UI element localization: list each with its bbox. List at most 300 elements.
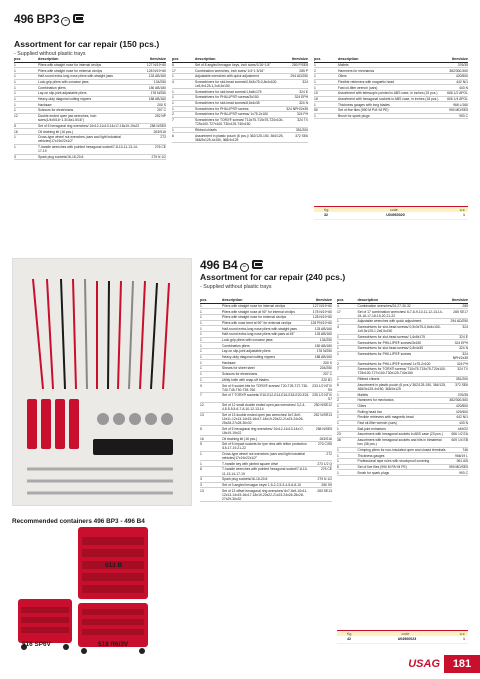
- row-size: 449/22: [448, 426, 469, 432]
- b4-table-col2: [337, 298, 468, 476]
- containers-heading: Recommended containers 496 BP3 - 496 B4: [12, 518, 145, 525]
- b4-table-2: [337, 298, 468, 476]
- row-size: 746: [448, 447, 469, 453]
- row-description: Set of 5 impact sockets for tyre rims with teflon protection /15-17-19-21-22: [222, 441, 310, 451]
- b4-code-heading: [200, 258, 263, 272]
- row-pcs: 7: [172, 117, 195, 127]
- row-size: 150 AB/180: [310, 343, 332, 349]
- row-description: Pliers with straight nose for external circlips: [222, 314, 310, 320]
- row-pcs: 10: [314, 91, 338, 97]
- row-description: Ribbed chisels: [195, 127, 285, 133]
- row-pcs: 1: [14, 102, 38, 108]
- row-size: 178 N/250: [142, 91, 166, 97]
- row-pcs: 1: [337, 420, 358, 426]
- row-size: 178 N/19÷60: [310, 309, 332, 315]
- brand-logo: USAG: [408, 658, 440, 670]
- row-description: Cross-type wheel nut wrenches (cars and light industrial vehicles)17x19x22x1/2": [222, 451, 310, 461]
- row-pcs: 12: [200, 402, 222, 412]
- bp3-code-box: [314, 206, 468, 220]
- row-size: 990 MD/SE5: [449, 464, 468, 469]
- table-row: [14, 144, 166, 154]
- row-size: 258 N/SE5: [310, 426, 332, 436]
- row-description: Thickness gauges with long blades: [338, 102, 444, 108]
- row-description: Combination wrenches, inch sizes/ 1/4÷1 5/16": [195, 68, 285, 74]
- b4-code: 496 B4: [200, 258, 238, 272]
- row-pcs: 7: [337, 367, 358, 377]
- row-size: 443 N: [448, 420, 469, 426]
- row-pcs: 2: [337, 398, 358, 404]
- row-pcs: 1: [337, 453, 358, 459]
- code-label: code: [401, 632, 410, 636]
- bp3-table-1: [14, 57, 166, 160]
- row-pcs: 1: [172, 73, 195, 79]
- row-size: 233 1/2 NTX/ S9: [310, 383, 332, 393]
- row-size: 272: [310, 451, 332, 461]
- container-label-516sp6v: 516 SP6V: [22, 641, 51, 648]
- row-size: 204/250: [310, 366, 332, 372]
- row-size: 429/400: [448, 409, 469, 415]
- row-size: 127 N/19÷60: [310, 303, 332, 309]
- row-size: 324: [285, 79, 308, 89]
- row-size: 420/500: [444, 73, 468, 79]
- row-size: 966/19 L: [448, 453, 469, 459]
- bp3-table-2: [172, 57, 308, 143]
- new-marker-icon: 1: [463, 213, 465, 217]
- row-size: 324 N: [448, 345, 469, 351]
- row-pcs: 1: [200, 320, 222, 326]
- b4-title: Assortment for car repair (240 pcs.): [200, 272, 346, 282]
- col-header-pcs: pcs: [172, 57, 195, 62]
- row-size: 128 PN/19÷60: [310, 320, 332, 325]
- row-description: Screwdrivers for slot-head screws/8,6x4x35: [195, 100, 285, 106]
- row-pcs: 9: [200, 383, 222, 393]
- weight-label: Kg: [347, 632, 352, 636]
- lead-icon: ◆◆: [459, 208, 465, 212]
- row-description: Screwdrivers for PHILLIPS® screws/3x150: [195, 95, 285, 101]
- row-size: 263/S16: [310, 436, 332, 442]
- row-description: Pliers with straight nose for internal circlips: [38, 62, 142, 68]
- row-pcs: 1: [337, 403, 358, 409]
- row-pcs: 1: [337, 470, 358, 476]
- code-label: code: [390, 208, 398, 212]
- page-number: 181: [444, 655, 480, 673]
- row-description: Set of 17 combination wrenches/ 6-7-8-9-10-11-12-13-14-15-16-17-18-19-20-21-22: [358, 309, 448, 319]
- row-pcs: 4: [337, 303, 358, 309]
- table-row: [337, 437, 468, 447]
- row-pcs: 1: [314, 79, 338, 85]
- row-size: 324 PH: [285, 112, 308, 118]
- table-row: [337, 351, 468, 361]
- row-size: 372 SE6: [285, 133, 308, 143]
- row-size: 442 N/1: [448, 415, 469, 421]
- row-size: 250 N/SE12: [310, 402, 332, 412]
- row-description: Set of 13 offset hexagonal ring wrenches/ 6x7-8x9-10x11-12x13-14x15-16x17-18x19-20x22-21x23-24x26-25x28-27x29-30x32: [222, 488, 310, 502]
- row-size: 263/S16: [142, 129, 166, 135]
- row-size: 294 AD/250: [285, 73, 308, 79]
- row-size: 966 L/160: [444, 102, 468, 108]
- row-pcs: 1: [314, 85, 338, 91]
- table-row: [337, 324, 468, 334]
- row-description: Screwdrivers for slot-head screws/0,5x3x75-0,8x4x100-1x5,5x125-1,2x6,5x150: [195, 79, 285, 89]
- row-pcs: 1: [172, 100, 195, 106]
- row-description: Half-round extra-long nose pliers with straight jaws: [222, 326, 310, 332]
- row-size: 133 AB/160: [310, 332, 332, 338]
- row-description: Assortment with hexagonal sockets and bits in bimaterial box (38 pcs.): [358, 437, 448, 447]
- row-pcs: 38: [337, 437, 358, 447]
- row-size: 276 CE: [310, 467, 332, 477]
- row-pcs: 1: [337, 334, 358, 340]
- row-size: 133 AB/160: [142, 73, 166, 79]
- row-description: Screwdrivers for TORX® screws/ T10x75-T15x75-T20x100-T25x100-T27x100-T30x125-T40x150: [195, 118, 284, 127]
- row-size: 609 1/4 EB: [448, 437, 469, 447]
- row-size: 324: [448, 324, 469, 334]
- row-description: Oilers: [338, 73, 444, 79]
- row-pcs: 50: [314, 108, 338, 114]
- row-size: 188 AB/160: [310, 354, 332, 360]
- row-pcs: 1: [200, 349, 222, 355]
- row-pcs: 13: [200, 412, 222, 426]
- row-pcs: 1: [337, 415, 358, 421]
- row-pcs: 1: [200, 360, 222, 366]
- row-size: 606 1/2 APOL: [444, 91, 468, 97]
- row-pcs: 12: [14, 113, 38, 123]
- col-header-description: description: [38, 57, 142, 62]
- col-header-pcs: pcs: [14, 57, 38, 62]
- row-pcs: 1: [337, 376, 358, 382]
- table-row: [337, 470, 468, 476]
- b4-assortment-photo: [12, 258, 192, 506]
- row-pcs: 23: [337, 432, 358, 438]
- row-pcs: 1: [314, 102, 338, 108]
- row-size: 324 PH: [448, 361, 469, 367]
- row-pcs: 1: [200, 366, 222, 372]
- row-description: Set of 13 double ended open jaw wrenches/ 6x7-8x9-10x11-12x13-14x15-16x17-18x19-20x22-21x23-24x26-25x28-27x28-30x32: [222, 412, 310, 426]
- bp3-table-col1: [14, 57, 166, 160]
- row-size: 324 NPH/2x35: [448, 351, 469, 361]
- table-row: [314, 113, 468, 119]
- row-description: Hacksaw: [222, 360, 310, 366]
- row-description: Assortment with hexagonal sockets in ABS case, in inches (18 pcs.): [338, 96, 444, 102]
- row-size: 324 TX: [448, 367, 469, 377]
- row-pcs: 1: [14, 91, 38, 97]
- row-description: Combination pliers: [38, 85, 142, 91]
- bp3-code-heading: [14, 12, 84, 26]
- col-header-description: description: [358, 298, 448, 303]
- row-size: 324 N: [285, 100, 308, 106]
- row-size: 134/250: [142, 79, 166, 85]
- toolbox-icon: [73, 14, 84, 23]
- row-pcs: 1: [14, 108, 38, 114]
- row-size: 279 N 1/2: [142, 154, 166, 160]
- col-header-pcs: pcs: [337, 298, 358, 303]
- row-pcs: 3: [200, 482, 222, 488]
- row-pcs: 5: [14, 123, 38, 129]
- row-description: Set of 3 angled hexagon keys/ 1,5-2-2,5-3-4-5-6-8-10: [222, 482, 310, 488]
- bp3-table-3: [314, 57, 468, 119]
- row-size: 207 C: [142, 108, 166, 114]
- row-description: Set of 9 socket bits for TORX® screws/ T20-T25-T27-T30-T40-T45-T50-T55-T60: [222, 383, 309, 392]
- row-pcs: 1: [314, 113, 338, 119]
- row-size: 252 NP: [142, 113, 166, 123]
- row-pcs: 1: [14, 68, 38, 74]
- row-description: Screwdrivers for slot-head screws/ 0,5x3x75-0,8x4x100-1x5,5x125-1,2x6,5x150: [358, 324, 448, 334]
- row-description: Scissors for electricians: [222, 371, 310, 377]
- row-size: 128 N/19÷60: [142, 68, 166, 74]
- b4-code-value: U04960023: [397, 637, 417, 641]
- row-size: 443 N: [444, 85, 468, 91]
- row-description: Pliers with nose bent at 90° for external circlips: [222, 320, 310, 326]
- row-description: Brush for spark plugs: [358, 470, 448, 476]
- row-pcs: 1: [14, 62, 38, 68]
- row-size: 258 N/SE5: [142, 123, 166, 129]
- row-description: Rolling head bar: [358, 409, 448, 415]
- table-row: [14, 113, 166, 123]
- row-description: T-handle wrenches with pointed hexagonal socket/7-8-10-11-13-14-17-19: [38, 144, 142, 154]
- b4-weight: 42: [347, 637, 351, 641]
- row-description: Double ended open jaw wrenches, inch sizes(1/4x5/16÷1.3/16x1.5/16"): [38, 113, 142, 123]
- row-pcs: 1: [200, 377, 222, 383]
- row-pcs: 18: [314, 96, 338, 102]
- row-pcs: 1: [337, 447, 358, 453]
- row-size: 376/35: [448, 392, 469, 398]
- row-description: Lock-grip pliers with concave jaws: [38, 79, 142, 85]
- col-header-size: Item/size: [448, 298, 469, 303]
- row-size: 285 SE17: [448, 309, 469, 319]
- row-description: Screwdrivers for slot-head screws/ 0,8x4x35: [358, 345, 448, 351]
- row-size: 272: [142, 134, 166, 144]
- row-pcs: 1: [200, 337, 222, 343]
- row-description: Screwdrivers for TORX® screws/ T10x75-T15x75-T20x100-T25x100-T27x100-T30x125-T40x150: [357, 367, 447, 376]
- row-pcs: 1: [200, 309, 222, 315]
- row-description: Screwdrivers for PHILLIPS® screws: [358, 351, 448, 361]
- row-size: 606 1/4 APOL: [444, 96, 468, 102]
- row-description: Screwdrivers for slot-head screws/1,6x8x175: [195, 89, 285, 95]
- row-description: Mallets: [358, 392, 448, 398]
- row-pcs: 2: [172, 112, 195, 118]
- row-size: 134/250: [310, 337, 332, 343]
- row-description: Lay-on slip-joint adjustable pliers: [38, 91, 142, 97]
- table-row: [14, 154, 166, 160]
- row-description: Thickness gauges: [358, 453, 448, 459]
- table-row: [200, 393, 332, 403]
- row-description: Spark plug sockets/16-18-20.8: [222, 476, 310, 482]
- row-description: Professional tape rules with shockproof covering: [358, 458, 448, 464]
- row-description: Set of 5 hexagonal ring wrenches/ 10x12-11x13-14x17-18x19-19x22: [222, 426, 310, 436]
- row-size: 324 E: [285, 89, 308, 95]
- row-pcs: 1: [314, 73, 338, 79]
- row-pcs: 1: [200, 461, 222, 467]
- containers-illustration: [12, 527, 198, 657]
- table-row: [337, 382, 468, 392]
- row-size: 961 A/5: [448, 458, 469, 464]
- b4-code-box: [337, 630, 468, 644]
- col-header-size: Item/size: [444, 57, 468, 62]
- row-pcs: 1: [337, 319, 358, 325]
- row-pcs: 1: [337, 392, 358, 398]
- row-description: Oil draining kit (16 pcs.): [222, 436, 310, 442]
- container-label-513b: 513 B: [105, 562, 123, 569]
- table-row: [200, 402, 332, 412]
- bp3-table-col3: [314, 57, 468, 119]
- row-pcs: 8: [200, 467, 222, 477]
- table-row: [200, 383, 332, 393]
- row-description: Ribbed chisels: [358, 376, 448, 382]
- table-row: [172, 117, 308, 127]
- row-description: Screwdrivers for PHILLIPS® screws: [195, 106, 285, 112]
- row-size: 279 N 1/2: [310, 476, 332, 482]
- row-size: 133 AB/160: [310, 326, 332, 332]
- row-description: Pliers with straight nose for external circlips: [38, 68, 142, 74]
- row-pcs: 1: [172, 89, 195, 95]
- row-size: 382/300-500: [449, 398, 468, 403]
- row-description: Set of 8 angled hexagon keys, inch sizes/1/16÷1/4": [195, 62, 285, 68]
- row-description: T-handle key with jointed square drive: [222, 461, 310, 467]
- row-pcs: 3: [200, 476, 222, 482]
- row-description: T-handle wrenches with pointed hexagonal socket/7-8-10-11-13-14-17-19: [222, 467, 310, 477]
- row-pcs: 4: [337, 324, 358, 334]
- row-pcs: 5: [337, 464, 358, 470]
- table-row: [200, 488, 332, 502]
- col-header-pcs: pcs: [314, 57, 338, 62]
- row-description: Cross-type wheel nut wrenches (cars and light industrial vehicles)17x19x22x1/2": [38, 134, 142, 144]
- lead-icon: ◆◆: [459, 632, 465, 636]
- b4-subtitle: - Supplied without plastic trays: [200, 284, 272, 290]
- row-description: Set of five files (990 M P/A÷M PE): [338, 108, 444, 114]
- row-size: 127 N/19÷60: [142, 62, 166, 68]
- row-description: Oilers: [358, 403, 448, 409]
- b4-table-1: [200, 298, 332, 502]
- row-size: 324 E: [448, 334, 469, 340]
- row-description: Scissors for electricians: [38, 108, 142, 114]
- row-size: 324 EPH: [448, 340, 469, 346]
- row-size: 128 N/19÷60: [310, 314, 332, 320]
- col-header-pcs: pcs: [200, 298, 222, 303]
- row-pcs: 1: [337, 409, 358, 415]
- row-description: Hammers for mechanics: [338, 68, 444, 74]
- row-size: 324 EPH: [285, 95, 308, 101]
- bp3-code-box-values: [314, 212, 468, 219]
- row-size: 285 P: [285, 68, 308, 74]
- row-pcs: 1: [314, 62, 338, 68]
- bp3-code: 496 BP3: [14, 12, 60, 26]
- table-row: [172, 79, 308, 89]
- row-size: 990 MD/SE5: [444, 108, 468, 114]
- row-pcs: 6: [172, 133, 195, 143]
- row-description: Flexible retrievers with magnetic head: [338, 79, 444, 85]
- row-pcs: 1: [14, 79, 38, 85]
- row-pcs: 17: [172, 68, 195, 74]
- row-description: Set of 12 small double ended open jaw wrenches/ 3,2-4-4,5-5-5,5-6-7-8-10-12-13-14: [222, 402, 310, 412]
- row-description: Half-round extra-long nose pliers with straight jaws: [38, 73, 142, 79]
- bp3-table-col2: [172, 57, 308, 143]
- row-size: 178 N/250: [310, 349, 332, 355]
- row-description: Assortment in plastic pouch (6 pcs.)/ 362/125-150, 364/125, 366/3x125-4x150, 368/4x125: [357, 382, 446, 391]
- row-description: Mallets: [338, 62, 444, 68]
- row-pcs: 1: [337, 345, 358, 351]
- row-pcs: 1: [200, 343, 222, 349]
- row-pcs: 1: [172, 127, 195, 133]
- row-pcs: 3: [14, 154, 38, 160]
- row-pcs: 4: [172, 79, 195, 89]
- row-description: Screwdrivers for slot-head screws/ 1,6x8x175: [358, 334, 448, 340]
- row-description: Set of five files (990 M PA÷M PE): [358, 464, 448, 470]
- row-pcs: 6: [337, 382, 358, 392]
- row-size: 220 B1: [310, 377, 332, 383]
- row-pcs: 1: [200, 354, 222, 360]
- row-size: 280 P/SE8: [285, 62, 308, 68]
- row-size: 273 1/2 Q: [310, 461, 332, 467]
- bp3-weight: 32: [324, 213, 328, 217]
- row-pcs: 1: [200, 303, 222, 309]
- row-pcs: 17: [337, 309, 358, 319]
- row-description: Screwdrivers for PHILLIPS® screws/ 1x75-2x100: [195, 112, 285, 118]
- row-description: Set of 5 hexagonal ring wrenches/ 10x12-11x13-14x17-18x19-19x22: [38, 123, 142, 129]
- row-pcs: 1: [200, 371, 222, 377]
- table-row: [200, 426, 332, 436]
- plastic-tray-icon: −: [61, 17, 70, 26]
- row-pcs: 1: [172, 106, 195, 112]
- table-row: [337, 309, 468, 319]
- row-pcs: 1: [337, 426, 358, 432]
- col-header-description: description: [222, 298, 310, 303]
- table-row: [200, 451, 332, 461]
- table-row: [172, 133, 308, 143]
- row-pcs: 1: [14, 134, 38, 144]
- row-pcs: 5: [200, 441, 222, 451]
- row-size: 150 AB/180: [142, 85, 166, 91]
- row-pcs: 7: [200, 393, 222, 403]
- row-size: 324 TX: [285, 117, 308, 127]
- plastic-tray-icon: −: [240, 263, 249, 272]
- table-row: [200, 467, 332, 477]
- row-size: 993 C: [448, 470, 469, 476]
- row-size: 372 SE6: [448, 382, 469, 392]
- row-pcs: 1: [200, 314, 222, 320]
- row-pcs: 1: [200, 326, 222, 332]
- row-size: 200 S: [310, 360, 332, 366]
- bp3-title: Assortment for car repair (150 pcs.): [14, 39, 160, 49]
- row-description: Hacksaw: [38, 102, 142, 108]
- row-size: 252 N/SR13: [310, 412, 332, 426]
- row-size: 188 AB/160: [142, 96, 166, 102]
- row-pcs: 1: [14, 73, 38, 79]
- table-row: [200, 412, 332, 426]
- row-description: Assortment in plastic pouch (6 pcs.)/ 362/125-150, 364/125, 366/3x125-4x150, 368/4x125: [195, 133, 284, 142]
- row-size: 420/500: [448, 403, 469, 409]
- row-pcs: 1: [200, 332, 222, 338]
- row-size: 324 NPH/2x35: [286, 106, 308, 111]
- row-description: Screwdrivers for PHILLIPS® screws/3x150: [358, 340, 448, 346]
- row-pcs: 13: [200, 488, 222, 502]
- row-description: Brush for spark plugs: [338, 113, 444, 119]
- row-description: Adjustable wrenches with quick adjustment: [358, 319, 448, 325]
- row-size: 235 1/2 NTX/ S7: [310, 393, 332, 403]
- row-description: Fast oil-filter wrench (cars): [358, 420, 448, 426]
- row-description: Lock-grip pliers with concave jaws: [222, 337, 310, 343]
- row-description: Adjustable wrenches with quick adjustment: [195, 73, 285, 79]
- row-description: Combination pliers: [222, 343, 310, 349]
- row-size: 200 S: [142, 102, 166, 108]
- bp3-code-value: U04960020: [386, 213, 405, 217]
- row-description: Crimping pliers for non-insulated open and closed terminals: [357, 447, 446, 452]
- row-pcs: 8: [172, 62, 195, 68]
- table-row: [200, 441, 332, 451]
- row-pcs: 1: [337, 458, 358, 464]
- toolbox-icon: [252, 260, 263, 269]
- row-description: Assortment with telescopic pointed in ABS case, in inches (15 pcs.): [338, 91, 444, 97]
- row-pcs: 2: [314, 68, 338, 74]
- row-description: Heavy-duty diagonal cutting nippers: [222, 354, 310, 360]
